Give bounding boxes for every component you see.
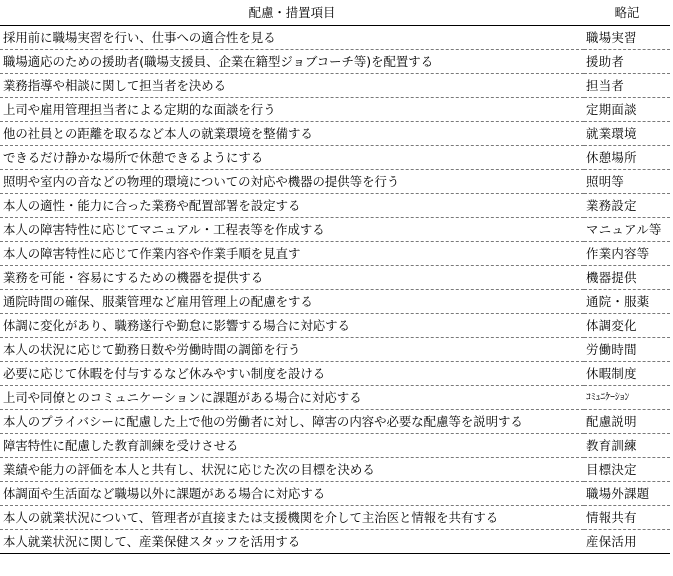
abbr-cell[interactable]: 休憩場所 bbox=[584, 146, 670, 170]
table-row bbox=[0, 218, 670, 242]
table-row bbox=[0, 506, 670, 530]
table-row bbox=[0, 242, 670, 266]
item-cell[interactable]: 必要に応じて休暇を付与するなど休みやすい制度を設ける bbox=[0, 362, 584, 386]
item-cell[interactable]: 業務を可能・容易にするための機器を提供する bbox=[0, 266, 584, 290]
abbr-cell[interactable]: 体調変化 bbox=[584, 314, 670, 338]
abbr-cell[interactable]: 機器提供 bbox=[584, 266, 670, 290]
abbr-cell[interactable]: 職場実習 bbox=[584, 26, 670, 50]
table-row bbox=[0, 50, 670, 74]
item-cell[interactable]: 採用前に職場実習を行い、仕事への適合性を見る bbox=[0, 26, 584, 50]
abbr-cell[interactable]: 休暇制度 bbox=[584, 362, 670, 386]
abbr-cell[interactable]: 定期面談 bbox=[584, 98, 670, 122]
header-row bbox=[0, 0, 670, 26]
table-row bbox=[0, 314, 670, 338]
item-cell[interactable]: 障害特性に配慮した教育訓練を受けさせる bbox=[0, 434, 584, 458]
item-cell[interactable]: できるだけ静かな場所で休憩できるようにする bbox=[0, 146, 584, 170]
abbr-cell[interactable]: 教育訓練 bbox=[584, 434, 670, 458]
item-cell[interactable]: 上司や同僚とのコミュニケーションに課題がある場合に対応する bbox=[0, 386, 584, 410]
abbr-cell[interactable]: 業務設定 bbox=[584, 194, 670, 218]
table-row bbox=[0, 26, 670, 50]
item-cell[interactable]: 本人のプライバシーに配慮した上で他の労働者に対し、障害の内容や必要な配慮等を説明する bbox=[0, 410, 584, 434]
table-row bbox=[0, 338, 670, 362]
item-cell[interactable]: 他の社員との距離を取るなど本人の就業環境を整備する bbox=[0, 122, 584, 146]
abbr-cell[interactable]: 産保活用 bbox=[584, 530, 670, 554]
abbr-cell[interactable]: 職場外課題 bbox=[584, 482, 670, 506]
item-cell[interactable]: 本人の就業状況について、管理者が直接または支援機関を介して主治医と情報を共有する bbox=[0, 506, 584, 530]
abbr-cell[interactable]: 就業環境 bbox=[584, 122, 670, 146]
table-row bbox=[0, 458, 670, 482]
abbr-cell[interactable]: 配慮説明 bbox=[584, 410, 670, 434]
item-cell[interactable]: 本人就業状況に関して、産業保健スタッフを活用する bbox=[0, 530, 584, 554]
header-abbr-cell[interactable]: 略記 bbox=[584, 0, 670, 26]
abbr-cell[interactable]: 労働時間 bbox=[584, 338, 670, 362]
item-cell[interactable]: 体調に変化があり、職務遂行や勤怠に影響する場合に対応する bbox=[0, 314, 584, 338]
table-row bbox=[0, 266, 670, 290]
abbr-cell[interactable]: ｺﾐｭﾆｹｰｼｮﾝ bbox=[584, 386, 670, 410]
item-cell[interactable]: 通院時間の確保、服薬管理など雇用管理上の配慮をする bbox=[0, 290, 584, 314]
abbr-cell[interactable]: 情報共有 bbox=[584, 506, 670, 530]
table-row bbox=[0, 530, 670, 554]
table-row bbox=[0, 386, 670, 410]
table-row bbox=[0, 98, 670, 122]
abbr-cell[interactable]: 目標決定 bbox=[584, 458, 670, 482]
item-cell[interactable]: 本人の適性・能力に合った業務や配置部署を設定する bbox=[0, 194, 584, 218]
table-row bbox=[0, 410, 670, 434]
table-row bbox=[0, 170, 670, 194]
header-item-cell[interactable]: 配慮・措置項目 bbox=[0, 0, 584, 26]
table-row bbox=[0, 194, 670, 218]
item-cell[interactable]: 本人の障害特性に応じて作業内容や作業手順を見直す bbox=[0, 242, 584, 266]
item-cell[interactable]: 本人の状況に応じて勤務日数や労働時間の調節を行う bbox=[0, 338, 584, 362]
item-cell[interactable]: 体調面や生活面など職場以外に課題がある場合に対応する bbox=[0, 482, 584, 506]
table-row bbox=[0, 434, 670, 458]
item-cell[interactable]: 本人の障害特性に応じてマニュアル・工程表等を作成する bbox=[0, 218, 584, 242]
abbr-cell[interactable]: 照明等 bbox=[584, 170, 670, 194]
abbr-cell[interactable]: 作業内容等 bbox=[584, 242, 670, 266]
item-cell[interactable]: 職場適応のための援助者(職場支援員、企業在籍型ジョブコーチ等)を配置する bbox=[0, 50, 584, 74]
table-row bbox=[0, 482, 670, 506]
table-row bbox=[0, 74, 670, 98]
table-row bbox=[0, 122, 670, 146]
item-cell[interactable]: 業務指導や相談に関して担当者を決める bbox=[0, 74, 584, 98]
abbr-cell[interactable]: 通院・服薬 bbox=[584, 290, 670, 314]
item-cell[interactable]: 照明や室内の音などの物理的環境についての対応や機器の提供等を行う bbox=[0, 170, 584, 194]
item-cell[interactable]: 業績や能力の評価を本人と共有し、状況に応じた次の目標を決める bbox=[0, 458, 584, 482]
table-row bbox=[0, 290, 670, 314]
abbr-cell[interactable]: マニュアル等 bbox=[584, 218, 670, 242]
abbr-cell[interactable]: 援助者 bbox=[584, 50, 670, 74]
table-row bbox=[0, 362, 670, 386]
item-cell[interactable]: 上司や雇用管理担当者による定期的な面談を行う bbox=[0, 98, 584, 122]
abbr-cell[interactable]: 担当者 bbox=[584, 74, 670, 98]
table-row bbox=[0, 146, 670, 170]
